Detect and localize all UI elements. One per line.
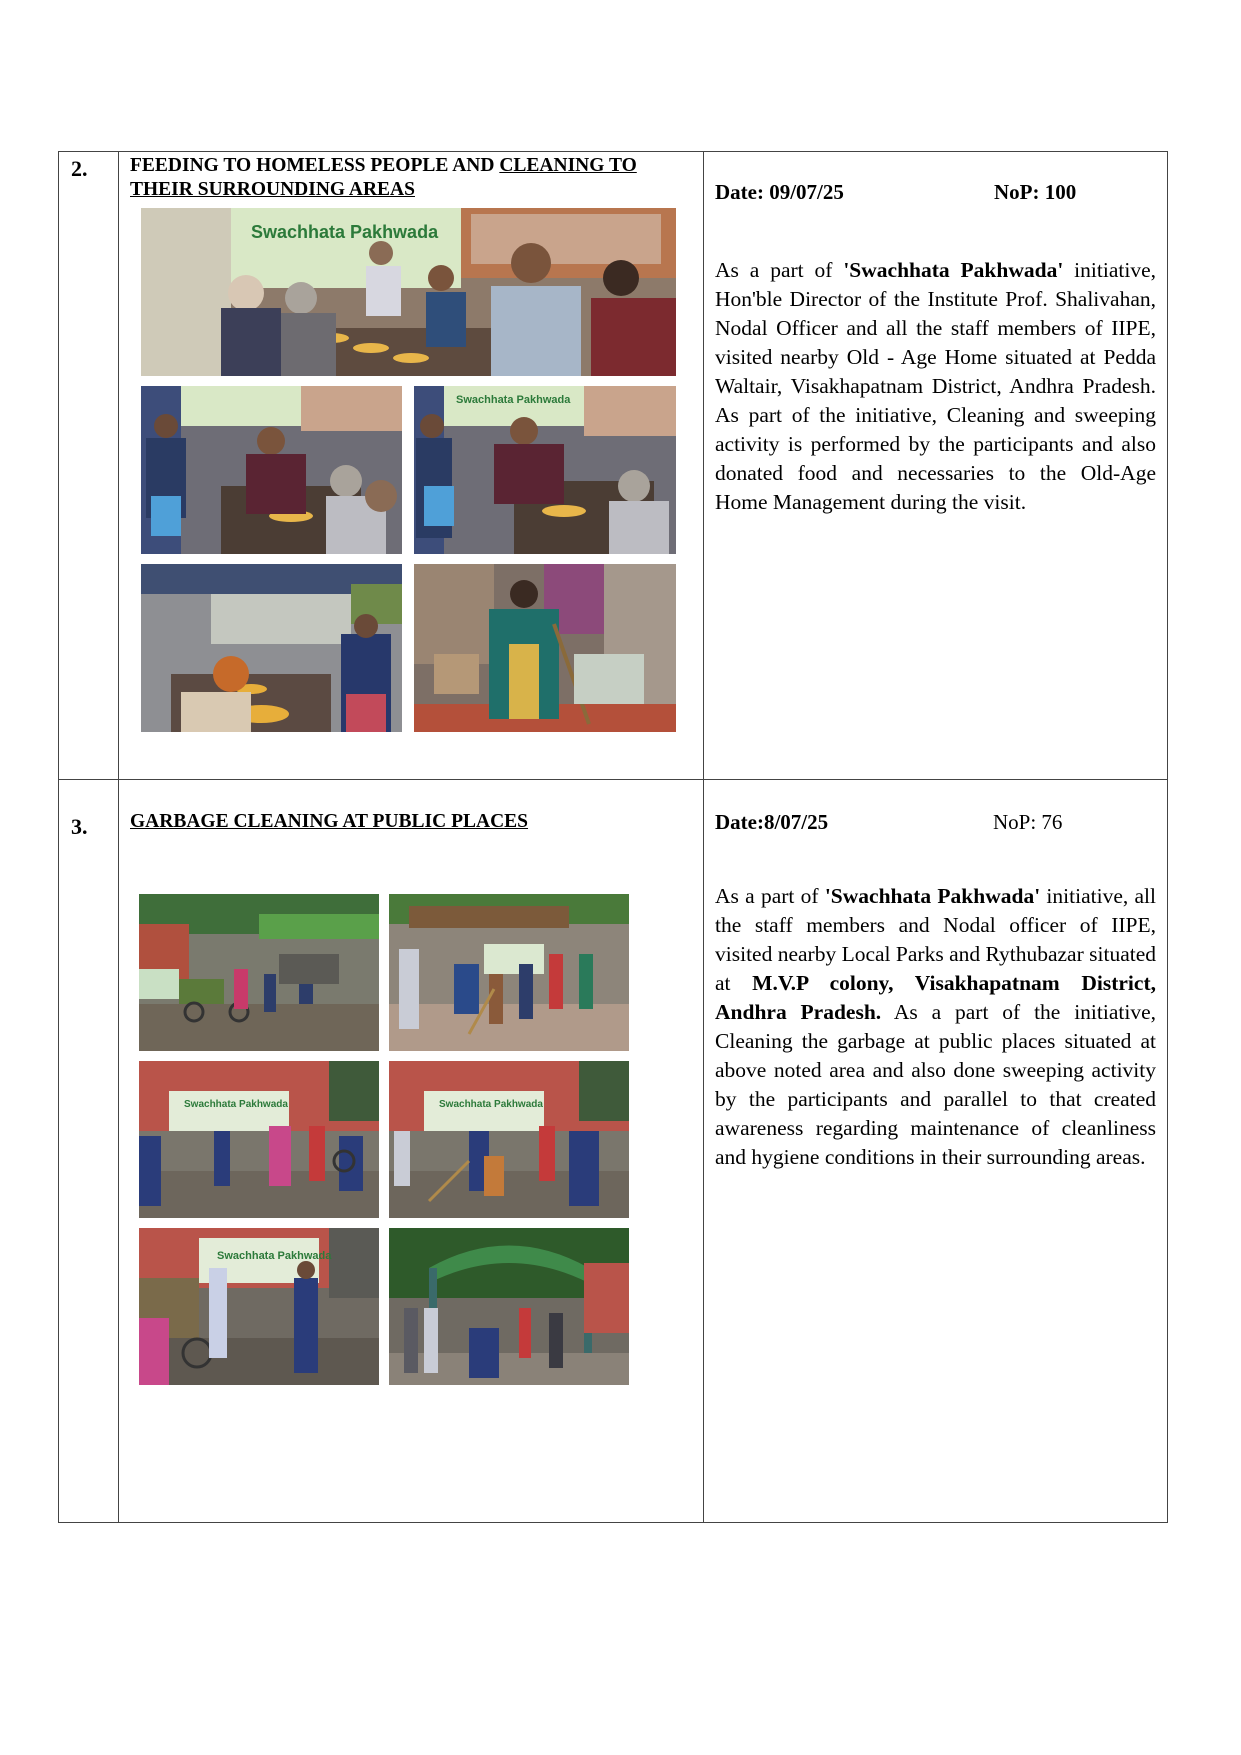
heading-underlined: CLEANING TO THEIR SURROUNDING AREAS: [130, 155, 637, 200]
photo-banner-group-left: [139, 1061, 379, 1218]
activity-meta: [715, 810, 1167, 836]
photo-sweeping-dorm: [414, 564, 676, 732]
banner-text: Swachhata Pakhwada: [439, 1099, 543, 1110]
description-bold-run: 'Swachhata Pakhwada': [824, 884, 1041, 908]
photo-gallery: [119, 834, 703, 1354]
description-run: As a part of: [715, 884, 825, 908]
photo-rythu-bazar-gate: [389, 1228, 629, 1385]
serial-number: 2.: [59, 152, 119, 780]
description-run: initiative, Hon'ble Director of the Institute Prof. Shalivahan, Nodal Officer and all the staff members of IIPE, visited nearby Old - Age Home situated at Pedda Waltair, Visakhapatnam District, Andhra Pradesh. As part of the initiative, Cleaning and sweeping activity is performed by the participants and also donated food and necessaries to the Old-Age Home Management during the visit.: [715, 258, 1156, 514]
heading-underlined: GARBAGE CLEANING AT PUBLIC PLACES: [130, 811, 529, 832]
activity-details-cell: [704, 780, 1168, 1523]
activity-heading: [130, 154, 693, 202]
banner-text: Swachhata Pakhwada: [456, 394, 571, 406]
activity-description: [715, 882, 1156, 1172]
serial-number: 3.: [59, 780, 119, 1523]
number-of-participants: NoP: 100: [994, 180, 1077, 204]
activity-date: Date:8/07/25: [715, 810, 829, 834]
photo-market-sweeping: [389, 894, 629, 1051]
banner-text: Swachhata Pakhwada: [184, 1099, 288, 1110]
activity-cell: [119, 780, 704, 1523]
heading-plain: FEEDING TO HOMELESS PEOPLE AND: [130, 155, 500, 176]
number-of-participants: NoP: 76: [993, 810, 1063, 834]
banner-text: Swachhata Pakhwada: [251, 222, 439, 242]
photo-banner-street: [139, 1228, 379, 1385]
activity-row-2: [59, 152, 1168, 780]
description-bold-run: M.V.P colony, Visakhapatnam District, Andhra Pradesh.: [715, 971, 1156, 1024]
description-run: initiative, all the staff members and Nodal officer of IIPE, visited nearby Local Parks and Rythubazar situated at: [715, 884, 1156, 995]
description-run: As a part of the initiative, Cleaning the garbage at public places situated at above noted area and also done sweeping activity by the participants and parallel to that created awareness regarding maintenance of cleanliness and hygiene conditions in their surrounding areas.: [715, 1000, 1156, 1169]
activity-cell: [119, 152, 704, 780]
description-run: As a part of: [715, 258, 844, 282]
photo-feeding-main: [141, 208, 676, 376]
description-bold-run: 'Swachhata Pakhwada': [843, 258, 1064, 282]
activity-meta: [715, 180, 1167, 206]
activity-table: [58, 151, 1168, 1523]
photo-feeding-left: [141, 386, 402, 554]
photo-banner-group-right: [389, 1061, 629, 1218]
activity-heading: [130, 810, 693, 834]
photo-homeless-hall: [141, 564, 402, 732]
activity-row-3: [59, 780, 1168, 1523]
banner-text: Swachhata Pakhwada: [217, 1250, 332, 1262]
photo-gallery: [119, 202, 703, 732]
photo-feeding-right: [414, 386, 676, 554]
activity-description: [715, 256, 1156, 517]
activity-details-cell: [704, 152, 1168, 780]
activity-date: Date: 09/07/25: [715, 180, 844, 204]
photo-garbage-cart: [139, 894, 379, 1051]
